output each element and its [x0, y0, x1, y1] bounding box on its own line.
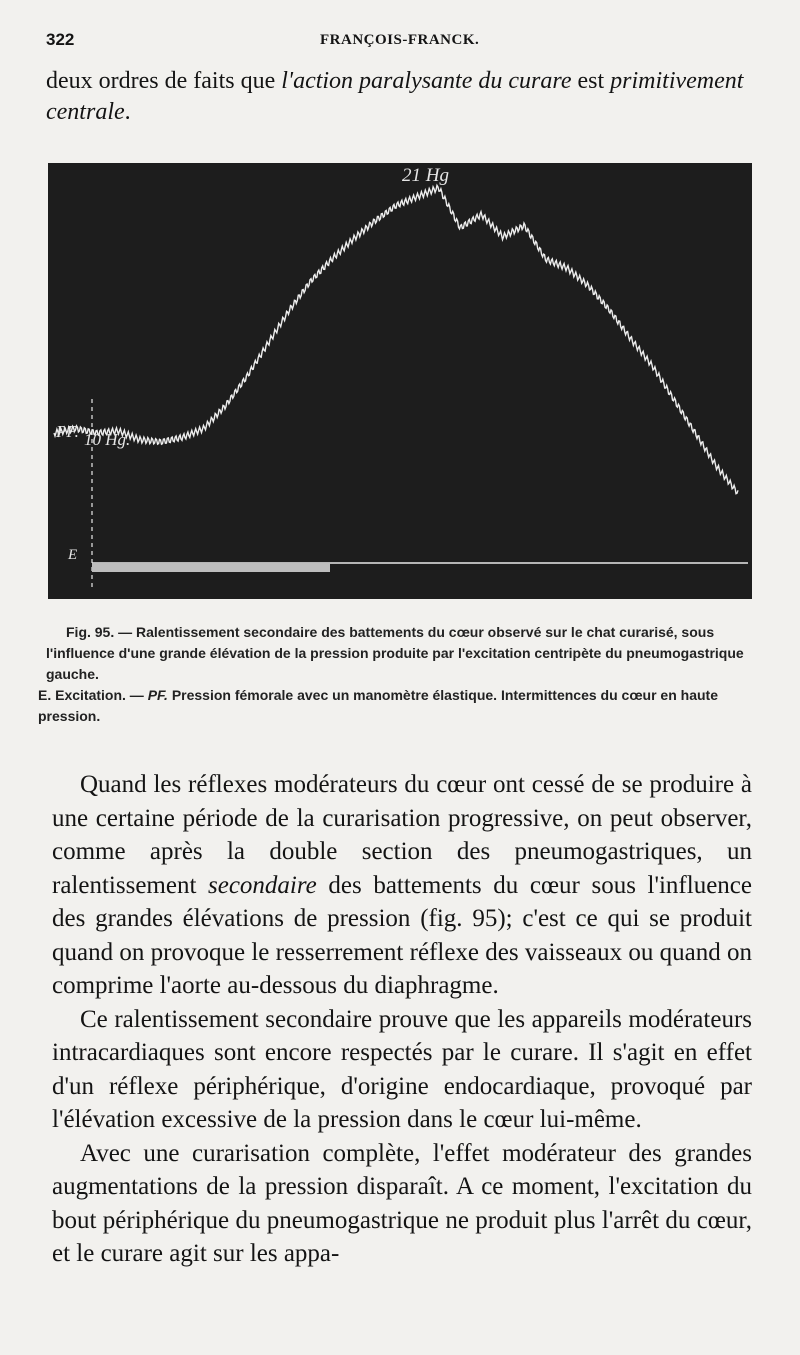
caption-pf-desc: Pression fémorale avec un manomètre élastique. Intermittences du cœur en haute pression. [38, 687, 718, 724]
intro-italic-part: primitivement centrale [46, 68, 744, 125]
running-head: FRANÇOIS-FRANCK. [320, 32, 480, 48]
caption-e-abbr: E. [38, 687, 52, 703]
pressure-tracing-figure [48, 163, 752, 599]
caption-e-desc: Excitation. — [51, 687, 148, 703]
pressure-trace [54, 185, 738, 493]
pressure-trace-line [54, 185, 738, 493]
excitation-bar [92, 563, 330, 572]
intro-paragraph [46, 66, 756, 128]
page-number: 322 [46, 30, 75, 49]
paragraph-1-part-a: Quand les réflexes modérateurs du cœur ont cessé de se produire à une certaine période de la curarisation progressive, on peut observer, comme après la double section des pneumogastriques, un ralentissement [52, 771, 752, 899]
paragraph-1 [52, 768, 752, 1003]
paragraph-3: Avec une curarisation complète, l'effet modérateur des grandes augmentations de la pression disparaît. A ce moment, l'excitation du bout périphérique du pneumogastrique ne produit plus l'arrêt du cœur, et le curare agit sur les appa- [52, 1139, 752, 1267]
excitation-label: E [68, 547, 78, 563]
intro-text [46, 66, 756, 128]
paragraph-2: Ce ralentissement secondaire prouve que les appareils modérateurs intracardiaques sont encore respectés par le curare. Il s'agit en effet d'un réflexe périphérique, d'origine endocardiaque, provoqué par l'élévation excessive de la pression dans le cœur lui-même. [52, 1005, 752, 1133]
figure-caption [38, 622, 758, 727]
pf-label: PF. [56, 422, 79, 441]
intro-text-part: . [124, 99, 131, 125]
caption-line-1: Fig. 95. — Ralentissement secondaire des battements du cœur observé sur le chat curarisé, sous l'influence d'une grande élévation de la pression produite par l'excitation centripète du pneumogastrique gauche. [46, 624, 744, 682]
intro-italic-part: l'action paralysante du curare [281, 68, 572, 94]
baseline-label: 10 Hg. [84, 430, 131, 449]
peak-label: 21 Hg [402, 165, 449, 186]
caption-pf-abbr: PF. [147, 687, 168, 703]
intro-text-part: est [571, 68, 611, 94]
caption-line-2 [38, 685, 758, 727]
page-header [46, 30, 746, 58]
paragraph-1-italic: secondaire [208, 871, 317, 899]
body-text [52, 768, 752, 1271]
intro-text-part: deux ordres de faits que [46, 68, 282, 94]
tracing-svg [48, 163, 752, 599]
paragraph-1-part-b: des battements du cœur sous l'influence des grandes élévations de pression (fig. 95); c'est ce qui se produit quand on provoque le resserrement réflexe des vaisseaux ou quand on comprime l'aorte au-dessous du diaphragme. [52, 871, 752, 999]
